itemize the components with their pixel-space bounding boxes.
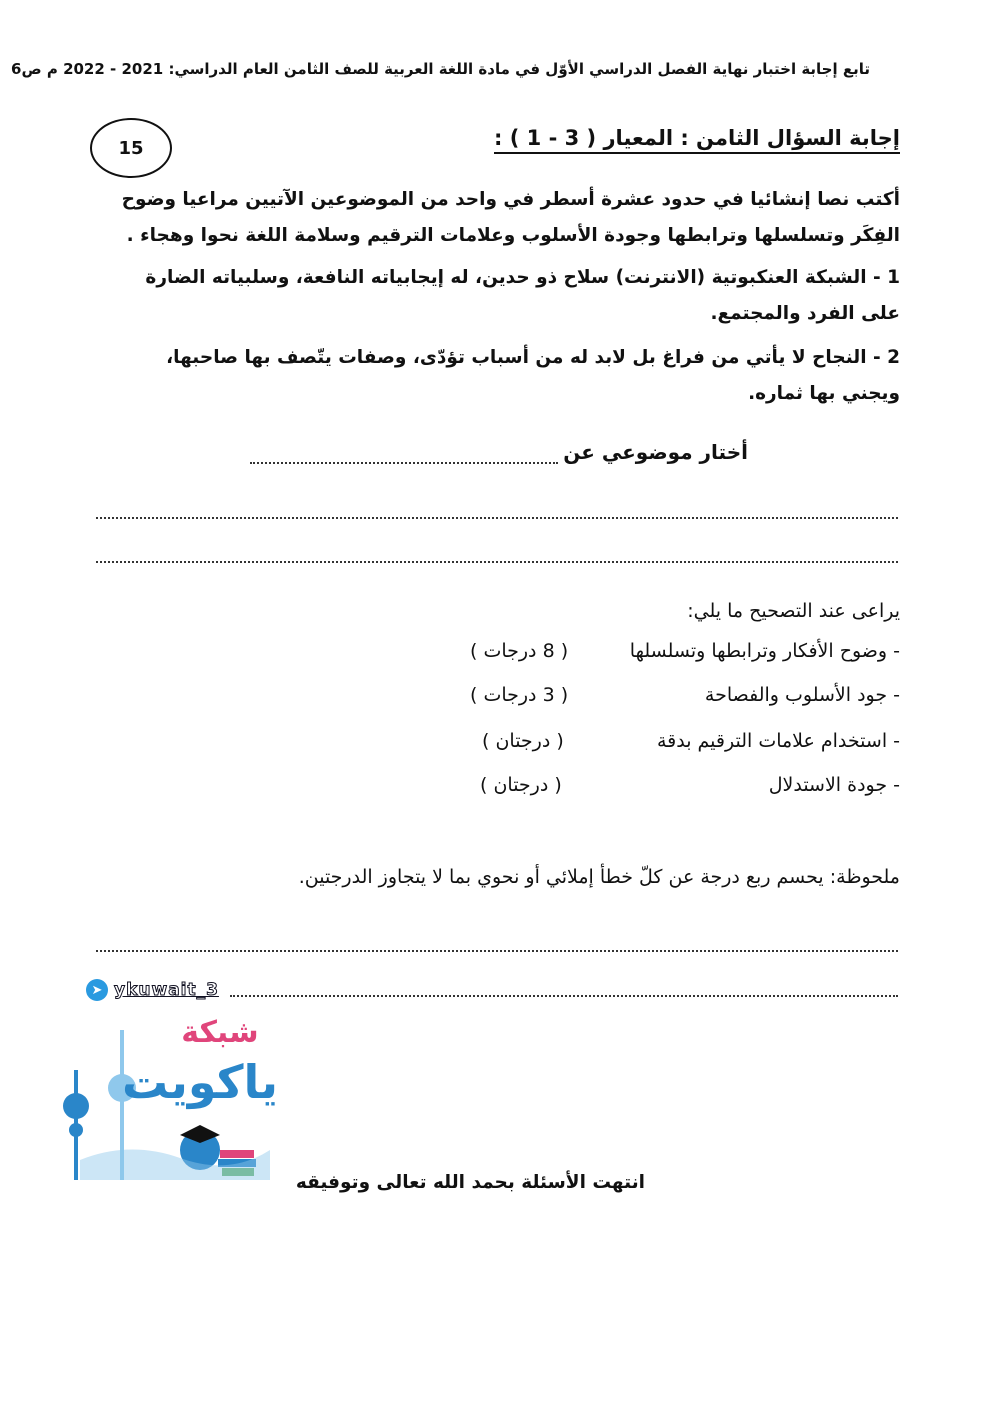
question-title: [470, 126, 900, 154]
score-badge: [90, 118, 172, 178]
telegram-handle: [86, 976, 219, 1004]
logo-text-top: شبكة: [181, 1015, 259, 1050]
answer-line-2: [96, 561, 898, 563]
answer-line-3: [96, 950, 898, 952]
criteria-score: ( درجتان ): [482, 730, 564, 752]
question-title-text: إجابة السؤال الثامن : المعيار ( 3 - 1 ) :: [494, 126, 900, 154]
answer-line-1: [96, 517, 898, 519]
telegram-icon: ➤: [86, 979, 108, 1001]
topic-two: 2 - النجاح لا يأتي من فراغ بل لابد له من أسباب تؤدّى، وصفات يتّصف بها صاحبها، ويجني بها ثماره.: [166, 347, 900, 404]
criteria-score: ( 3 درجات ): [470, 684, 569, 706]
criteria-row: [420, 730, 900, 764]
logo-tower-sphere: [69, 1123, 83, 1137]
logo-book: [220, 1150, 254, 1158]
ykuwait-logo: [60, 1010, 280, 1190]
end-of-exam-line: انتهت الأسئلة بحمد الله تعالى وتوفيقه: [295, 1172, 645, 1193]
criteria-score: ( درجتان ): [480, 774, 562, 796]
logo-tower-sphere: [63, 1093, 89, 1119]
score-value: 15: [118, 137, 144, 159]
choose-topic-line: [250, 462, 558, 464]
header-line: تابع إجابة اختبار نهاية الفصل الدراسي الأوّل في مادة اللغة العربية للصف الثامن العام الدراسي: 2021 - 2022 م ص6: [11, 60, 870, 78]
deduction-note: ملحوظة: يحسم ربع درجة عن كلّ خطأ إملائي أو نحوي بما لا يتجاوز الدرجتين.: [298, 866, 900, 888]
telegram-handle-text: ykuwait_3: [114, 980, 219, 1000]
criteria-score: ( 8 درجات ): [470, 640, 569, 662]
criteria-label: - جودة الاستدلال: [768, 774, 900, 796]
topic-one: 1 - الشبكة العنكبوتية (الانترنت) سلاح ذو حدين، له إيجابياته النافعة، وسلبياته الضارة على الفرد والمجتمع.: [145, 267, 900, 324]
question-intro: أكتب نصا إنشائيا في حدود عشرة أسطر في واحد من الموضوعين الآتيين مراعيا وضوح الفِكَر وتسلسلها وترابطها وجودة الأسلوب وعلامات الترقيم وسلامة اللغة نحوا وهجاء .: [121, 189, 900, 246]
criteria-label: - جود الأسلوب والفصاحة: [704, 684, 900, 706]
criteria-row: [420, 774, 900, 808]
choose-topic-label: أختار موضوعي عن: [563, 440, 748, 464]
logo-text-main: ياكويت: [121, 1055, 279, 1109]
answer-line-4: [230, 995, 898, 997]
criteria-row: [420, 640, 900, 674]
ykuwait-logo-graphic: [60, 1010, 280, 1190]
criteria-label: - استخدام علامات الترقيم بدقة: [656, 730, 900, 752]
criteria-row: [420, 684, 900, 718]
criteria-heading: يراعى عند التصحيح ما يلي:: [687, 600, 900, 622]
criteria-label: - وضوح الأفكار وترابطها وتسلسلها: [629, 640, 900, 662]
